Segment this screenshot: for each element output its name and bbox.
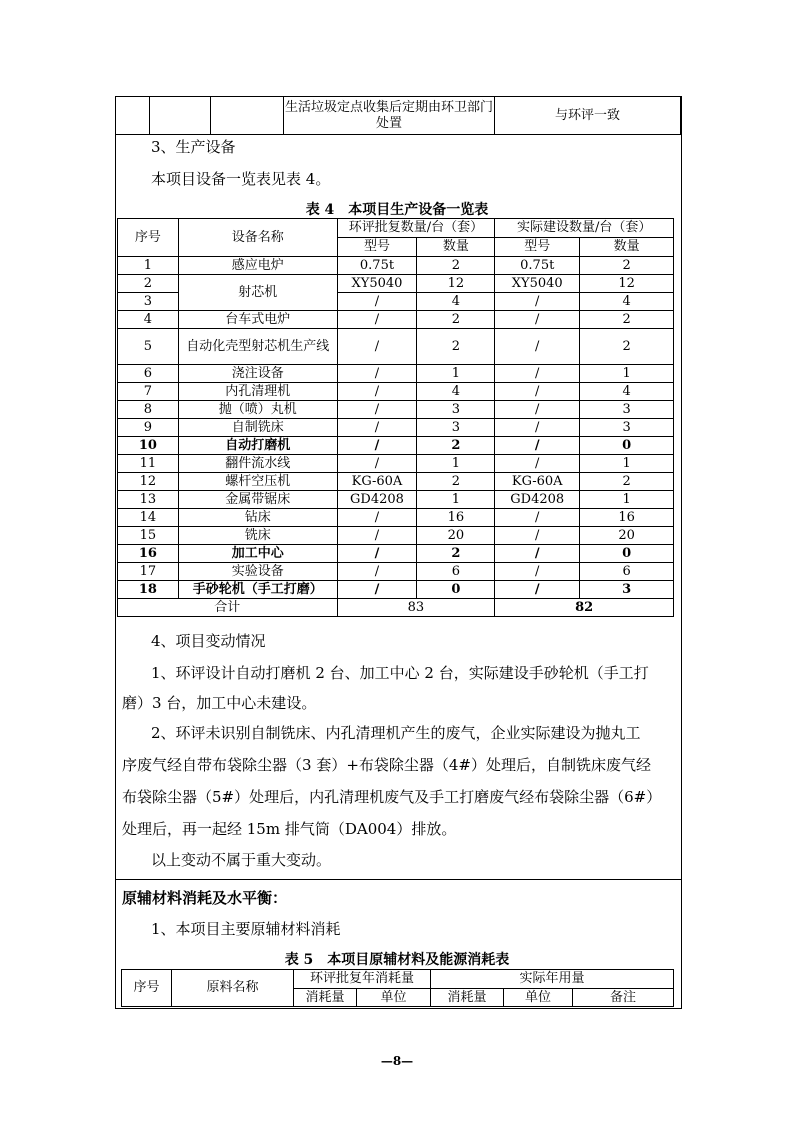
- row-actual-qty: 1: [580, 491, 674, 509]
- row-eia-model: /: [337, 563, 417, 581]
- row-actual-model: KG-60A: [495, 473, 580, 491]
- header-material-name: 原料名称: [172, 970, 294, 1007]
- row-equipment-name: 实验设备: [178, 563, 337, 581]
- row-eia-model: /: [337, 329, 417, 365]
- materials-table: [121, 969, 674, 1007]
- page-number: —8—: [380, 1054, 414, 1068]
- row-equipment-name: 自动打磨机: [178, 437, 337, 455]
- row-eia-model: /: [337, 509, 417, 527]
- row-actual-model: /: [495, 527, 580, 545]
- section-heading: 4、项目变动情况: [151, 632, 266, 650]
- section-intro: 本项目设备一览表见表 4。: [151, 170, 331, 188]
- header-model: 型号: [495, 238, 580, 257]
- row-eia-model: /: [337, 365, 417, 383]
- row-eia-model: /: [337, 383, 417, 401]
- row-actual-model: /: [495, 419, 580, 437]
- paragraph-line: 序废气经自带布袋除尘器（3 套）+布袋除尘器（4#）处理后，自制铣床废气经: [122, 756, 651, 774]
- row-actual-model: /: [495, 437, 580, 455]
- row-equipment-name: 手砂轮机（手工打磨）: [178, 581, 337, 599]
- row-seq: 14: [118, 509, 179, 527]
- paragraph-line: 处理后，再一起经 15m 排气筒（DA004）排放。: [122, 820, 457, 838]
- consistency-result: 与环评一致: [495, 97, 681, 135]
- row-eia-model: /: [337, 527, 417, 545]
- row-equipment-name: 加工中心: [178, 545, 337, 563]
- header-actual-group: 实际年用量: [431, 970, 674, 989]
- header-name: 设备名称: [178, 219, 337, 257]
- row-actual-qty: 16: [580, 509, 674, 527]
- header-eia-group: 环评批复数量/台（套）: [337, 219, 495, 238]
- row-actual-qty: 3: [580, 401, 674, 419]
- row-seq: 9: [118, 419, 179, 437]
- row-actual-model: /: [495, 329, 580, 365]
- equipment-table: [117, 218, 674, 617]
- row-eia-qty: 0: [417, 581, 495, 599]
- row-eia-model: /: [337, 455, 417, 473]
- row-actual-qty: 2: [580, 311, 674, 329]
- row-eia-qty: 1: [417, 455, 495, 473]
- row-seq: 10: [118, 437, 179, 455]
- row-eia-model: XY5040: [337, 275, 417, 293]
- row-actual-model: /: [495, 545, 580, 563]
- row-seq: 6: [118, 365, 179, 383]
- row-seq: 8: [118, 401, 179, 419]
- row-eia-qty: 16: [417, 509, 495, 527]
- paragraph-line: 磨）3 台，加工中心未建设。: [122, 694, 317, 712]
- header-model: 型号: [337, 238, 417, 257]
- header-unit: 单位: [357, 989, 431, 1007]
- row-eia-model: /: [337, 437, 417, 455]
- row-actual-model: /: [495, 563, 580, 581]
- row-actual-qty: 2: [580, 473, 674, 491]
- row-actual-model: GD4208: [495, 491, 580, 509]
- row-seq: 5: [118, 329, 179, 365]
- row-actual-qty: 4: [580, 383, 674, 401]
- header-unit: 单位: [504, 989, 573, 1007]
- row-actual-qty: 2: [580, 329, 674, 365]
- row-eia-qty: 20: [417, 527, 495, 545]
- previous-table-tail: [115, 96, 681, 135]
- table5-caption: 表 5 本项目原辅材料及能源消耗表: [284, 952, 510, 968]
- row-actual-model: /: [495, 401, 580, 419]
- header-seq: 序号: [118, 219, 179, 257]
- row-actual-qty: 20: [580, 527, 674, 545]
- row-seq: 15: [118, 527, 179, 545]
- row-eia-qty: 3: [417, 401, 495, 419]
- row-eia-qty: 1: [417, 365, 495, 383]
- row-actual-model: /: [495, 383, 580, 401]
- row-eia-qty: 2: [417, 329, 495, 365]
- total-actual: 82: [495, 599, 674, 617]
- row-eia-qty: 4: [417, 293, 495, 311]
- row-equipment-name: 自制铣床: [178, 419, 337, 437]
- row-equipment-name: 金属带锯床: [178, 491, 337, 509]
- paragraph-line: 1、环评设计自动打磨机 2 台、加工中心 2 台，实际建设手砂轮机（手工打: [151, 664, 649, 682]
- row-eia-model: /: [337, 581, 417, 599]
- row-equipment-name: 自动化壳型射芯机生产线: [178, 329, 337, 365]
- row-eia-model: GD4208: [337, 491, 417, 509]
- row-equipment-name: 感应电炉: [178, 257, 337, 275]
- row-actual-model: /: [495, 293, 580, 311]
- row-seq: 17: [118, 563, 179, 581]
- paragraph-line: 以上变动不属于重大变动。: [151, 851, 332, 869]
- row-eia-qty: 4: [417, 383, 495, 401]
- row-actual-model: /: [495, 455, 580, 473]
- row-actual-qty: 2: [580, 257, 674, 275]
- table4-caption: 表 4 本项目生产设备一览表: [305, 202, 489, 218]
- row-actual-qty: 4: [580, 293, 674, 311]
- section-divider: [116, 879, 681, 880]
- header-qty: 数量: [417, 238, 495, 257]
- row-actual-qty: 3: [580, 581, 674, 599]
- row-seq: 2: [118, 275, 179, 293]
- row-actual-qty: 1: [580, 365, 674, 383]
- row-eia-qty: 6: [417, 563, 495, 581]
- row-actual-model: /: [495, 509, 580, 527]
- row-actual-qty: 0: [580, 545, 674, 563]
- row-actual-model: 0.75t: [495, 257, 580, 275]
- row-equipment-name: 抛（喷）丸机: [178, 401, 337, 419]
- header-eia-group: 环评批复年消耗量: [294, 970, 431, 989]
- total-eia: 83: [337, 599, 495, 617]
- row-eia-qty: 2: [417, 545, 495, 563]
- row-eia-qty: 2: [417, 311, 495, 329]
- row-eia-model: 0.75t: [337, 257, 417, 275]
- row-equipment-name: 铣床: [178, 527, 337, 545]
- row-actual-qty: 1: [580, 455, 674, 473]
- row-actual-qty: 6: [580, 563, 674, 581]
- row-equipment-name: 浇注设备: [178, 365, 337, 383]
- materials-subheading: 1、本项目主要原辅材料消耗: [151, 920, 341, 938]
- header-note: 备注: [573, 989, 674, 1007]
- header-seq: 序号: [122, 970, 172, 1007]
- row-eia-qty: 3: [417, 419, 495, 437]
- row-eia-model: /: [337, 311, 417, 329]
- paragraph-line: 2、环评未识别自制铣床、内孔清理机产生的废气，企业实际建设为抛丸工: [151, 724, 641, 742]
- row-seq: 11: [118, 455, 179, 473]
- row-actual-model: /: [495, 311, 580, 329]
- row-eia-qty: 2: [417, 473, 495, 491]
- row-eia-model: /: [337, 419, 417, 437]
- row-equipment-name: 翻件流水线: [178, 455, 337, 473]
- row-eia-model: /: [337, 545, 417, 563]
- row-actual-model: XY5040: [495, 275, 580, 293]
- materials-heading: 原辅材料消耗及水平衡：: [122, 889, 288, 907]
- header-qty: 数量: [580, 238, 674, 257]
- header-actual-group: 实际建设数量/台（套）: [495, 219, 674, 238]
- row-seq: 13: [118, 491, 179, 509]
- section-heading: 3、生产设备: [151, 138, 236, 156]
- disposal-text: 生活垃圾定点收集后定期由环卫部门处置: [284, 97, 495, 135]
- row-eia-qty: 2: [417, 437, 495, 455]
- row-actual-qty: 3: [580, 419, 674, 437]
- row-seq: 4: [118, 311, 179, 329]
- row-actual-model: /: [495, 365, 580, 383]
- row-seq: 18: [118, 581, 179, 599]
- row-eia-qty: 12: [417, 275, 495, 293]
- row-eia-qty: 1: [417, 491, 495, 509]
- row-seq: 16: [118, 545, 179, 563]
- row-seq: 1: [118, 257, 179, 275]
- row-eia-model: KG-60A: [337, 473, 417, 491]
- row-actual-qty: 12: [580, 275, 674, 293]
- row-seq: 12: [118, 473, 179, 491]
- paragraph-line: 布袋除尘器（5#）处理后，内孔清理机废气及手工打磨废气经布袋除尘器（6#）: [122, 788, 662, 806]
- row-equipment-name: 射芯机: [178, 275, 337, 311]
- row-seq: 7: [118, 383, 179, 401]
- row-equipment-name: 钻床: [178, 509, 337, 527]
- row-eia-model: /: [337, 401, 417, 419]
- row-eia-model: /: [337, 293, 417, 311]
- row-actual-model: /: [495, 581, 580, 599]
- total-label: 合计: [118, 599, 338, 617]
- row-equipment-name: 内孔清理机: [178, 383, 337, 401]
- row-seq: 3: [118, 293, 179, 311]
- row-equipment-name: 台车式电炉: [178, 311, 337, 329]
- row-equipment-name: 螺杆空压机: [178, 473, 337, 491]
- row-actual-qty: 0: [580, 437, 674, 455]
- header-consumption: 消耗量: [431, 989, 504, 1007]
- header-consumption: 消耗量: [294, 989, 357, 1007]
- row-eia-qty: 2: [417, 257, 495, 275]
